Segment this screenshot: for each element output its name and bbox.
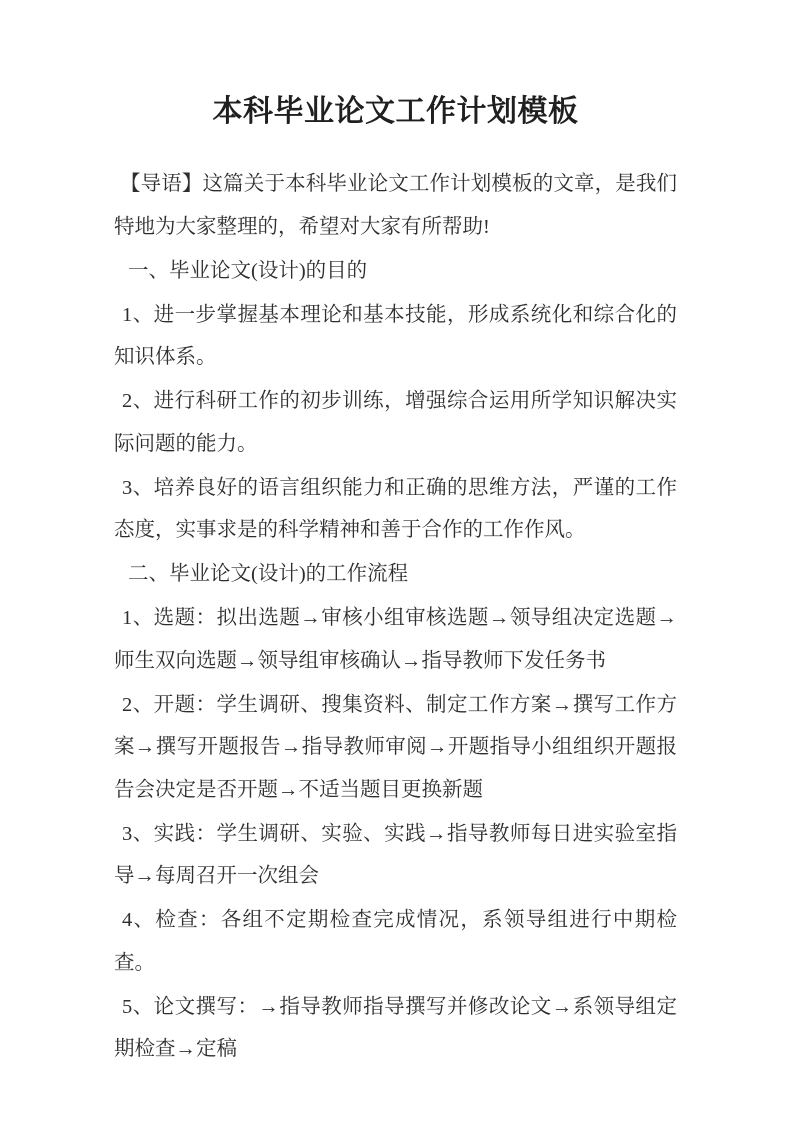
section-heading-workflow: 二、毕业论文(设计)的工作流程 — [128, 563, 409, 585]
workflow-item-inspection: 4、检查：各组不定期检查完成情况，系领导组进行中期检查。 — [114, 909, 677, 974]
purpose-item-3: 3、培养良好的语言组织能力和正确的思维方法，严谨的工作态度，实事求是的科学精神和善于合作的工作作风。 — [114, 476, 677, 541]
intro-paragraph: 【导语】这篇关于本科毕业论文工作计划模板的文章，是我们特地为大家整理的，希望对大家有所帮助! — [114, 173, 677, 238]
workflow-item-proposal: 2、开题：学生调研、搜集资料、制定工作方案→撰写工作方案→撰写开题报告→指导教师审阅→开题指导小组组织开题报告会决定是否开题→不适当题目更换新题 — [114, 693, 677, 801]
purpose-item-2: 2、进行科研工作的初步训练，增强综合运用所学知识解决实际问题的能力。 — [114, 390, 677, 455]
section-heading-purpose: 一、毕业论文(设计)的目的 — [128, 259, 368, 282]
purpose-item-1: 1、进一步掌握基本理论和基本技能，形成系统化和综合化的知识体系。 — [114, 303, 677, 368]
workflow-item-practice: 3、实践：学生调研、实验、实践→指导教师每日进实验室指导→每周召开一次组会 — [114, 822, 677, 887]
workflow-item-topic-selection: 1、选题：拟出选题→审核小组审核选题→领导组决定选题→师生双向选题→领导组审核确认→指导教师下发任务书 — [114, 607, 677, 672]
workflow-item-writing: 5、论文撰写：→指导教师指导撰写并修改论文→系领导组定期检查→定稿 — [114, 995, 677, 1060]
page-title: 本科毕业论文工作计划模板 — [212, 95, 579, 128]
